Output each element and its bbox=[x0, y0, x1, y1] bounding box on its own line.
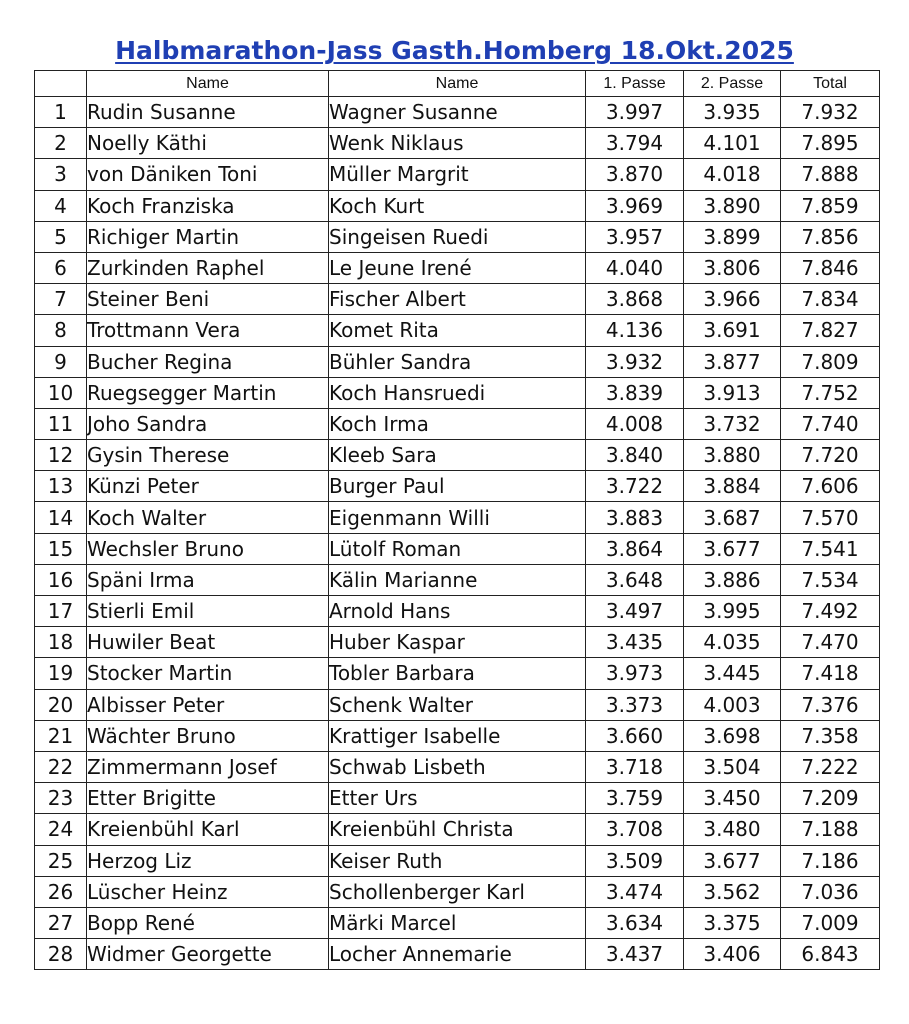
table-row bbox=[35, 408, 880, 439]
player-2-cell: Wenk Niklaus bbox=[329, 128, 586, 159]
table-row bbox=[35, 876, 880, 907]
table-row bbox=[35, 596, 880, 627]
player-2-cell: Singeisen Ruedi bbox=[329, 221, 586, 252]
table-row bbox=[35, 814, 880, 845]
player-2-cell: Schwab Lisbeth bbox=[329, 751, 586, 782]
rank-cell: 3 bbox=[35, 159, 87, 190]
passe-2-cell: 3.445 bbox=[684, 658, 781, 689]
passe-1-cell: 3.969 bbox=[586, 190, 684, 221]
total-cell: 7.358 bbox=[781, 720, 880, 751]
passe-2-cell: 4.035 bbox=[684, 627, 781, 658]
header-name-2: Name bbox=[329, 71, 586, 97]
total-cell: 7.720 bbox=[781, 440, 880, 471]
total-cell: 7.376 bbox=[781, 689, 880, 720]
player-1-cell: Zurkinden Raphel bbox=[87, 252, 329, 283]
passe-2-cell: 3.877 bbox=[684, 346, 781, 377]
header-name-1: Name bbox=[87, 71, 329, 97]
player-2-cell: Tobler Barbara bbox=[329, 658, 586, 689]
player-1-cell: Ruegsegger Martin bbox=[87, 377, 329, 408]
passe-2-cell: 3.450 bbox=[684, 783, 781, 814]
rank-cell: 22 bbox=[35, 751, 87, 782]
total-cell: 7.036 bbox=[781, 876, 880, 907]
table-row bbox=[35, 440, 880, 471]
passe-1-cell: 3.648 bbox=[586, 564, 684, 595]
table-row bbox=[35, 97, 880, 128]
passe-2-cell: 3.806 bbox=[684, 252, 781, 283]
table-row bbox=[35, 502, 880, 533]
player-2-cell: Wagner Susanne bbox=[329, 97, 586, 128]
passe-1-cell: 3.957 bbox=[586, 221, 684, 252]
table-row bbox=[35, 284, 880, 315]
table-row bbox=[35, 377, 880, 408]
header-total: Total bbox=[781, 71, 880, 97]
passe-1-cell: 3.864 bbox=[586, 533, 684, 564]
rank-cell: 26 bbox=[35, 876, 87, 907]
passe-2-cell: 3.913 bbox=[684, 377, 781, 408]
player-1-cell: Stierli Emil bbox=[87, 596, 329, 627]
table-row bbox=[35, 845, 880, 876]
passe-2-cell: 3.884 bbox=[684, 471, 781, 502]
passe-1-cell: 3.973 bbox=[586, 658, 684, 689]
player-2-cell: Etter Urs bbox=[329, 783, 586, 814]
passe-1-cell: 3.373 bbox=[586, 689, 684, 720]
total-cell: 7.809 bbox=[781, 346, 880, 377]
player-2-cell: Kleeb Sara bbox=[329, 440, 586, 471]
passe-1-cell: 3.634 bbox=[586, 907, 684, 938]
table-row bbox=[35, 159, 880, 190]
rank-cell: 27 bbox=[35, 907, 87, 938]
table-row bbox=[35, 627, 880, 658]
passe-2-cell: 3.687 bbox=[684, 502, 781, 533]
passe-1-cell: 3.722 bbox=[586, 471, 684, 502]
player-1-cell: Steiner Beni bbox=[87, 284, 329, 315]
passe-2-cell: 3.732 bbox=[684, 408, 781, 439]
table-row bbox=[35, 564, 880, 595]
passe-1-cell: 3.435 bbox=[586, 627, 684, 658]
player-1-cell: Koch Franziska bbox=[87, 190, 329, 221]
rank-cell: 19 bbox=[35, 658, 87, 689]
rank-cell: 13 bbox=[35, 471, 87, 502]
table-row bbox=[35, 315, 880, 346]
passe-1-cell: 3.474 bbox=[586, 876, 684, 907]
player-2-cell: Komet Rita bbox=[329, 315, 586, 346]
passe-1-cell: 3.708 bbox=[586, 814, 684, 845]
passe-2-cell: 4.101 bbox=[684, 128, 781, 159]
passe-2-cell: 3.691 bbox=[684, 315, 781, 346]
player-1-cell: Huwiler Beat bbox=[87, 627, 329, 658]
passe-1-cell: 3.794 bbox=[586, 128, 684, 159]
player-1-cell: Stocker Martin bbox=[87, 658, 329, 689]
passe-2-cell: 3.504 bbox=[684, 751, 781, 782]
passe-1-cell: 4.136 bbox=[586, 315, 684, 346]
player-1-cell: Trottmann Vera bbox=[87, 315, 329, 346]
player-1-cell: Noelly Käthi bbox=[87, 128, 329, 159]
passe-1-cell: 3.839 bbox=[586, 377, 684, 408]
passe-2-cell: 4.003 bbox=[684, 689, 781, 720]
player-1-cell: Herzog Liz bbox=[87, 845, 329, 876]
table-row bbox=[35, 221, 880, 252]
player-1-cell: von Däniken Toni bbox=[87, 159, 329, 190]
passe-1-cell: 4.040 bbox=[586, 252, 684, 283]
player-2-cell: Krattiger Isabelle bbox=[329, 720, 586, 751]
passe-2-cell: 3.480 bbox=[684, 814, 781, 845]
player-1-cell: Bopp René bbox=[87, 907, 329, 938]
rank-cell: 15 bbox=[35, 533, 87, 564]
total-cell: 7.827 bbox=[781, 315, 880, 346]
rank-cell: 25 bbox=[35, 845, 87, 876]
player-1-cell: Lüscher Heinz bbox=[87, 876, 329, 907]
table-row bbox=[35, 128, 880, 159]
table-row bbox=[35, 252, 880, 283]
passe-2-cell: 3.935 bbox=[684, 97, 781, 128]
table-row bbox=[35, 751, 880, 782]
total-cell: 7.859 bbox=[781, 190, 880, 221]
rank-cell: 12 bbox=[35, 440, 87, 471]
passe-1-cell: 3.509 bbox=[586, 845, 684, 876]
table-row bbox=[35, 907, 880, 938]
table-row bbox=[35, 658, 880, 689]
total-cell: 7.222 bbox=[781, 751, 880, 782]
player-1-cell: Künzi Peter bbox=[87, 471, 329, 502]
passe-1-cell: 3.759 bbox=[586, 783, 684, 814]
player-1-cell: Gysin Therese bbox=[87, 440, 329, 471]
player-2-cell: Keiser Ruth bbox=[329, 845, 586, 876]
passe-1-cell: 3.497 bbox=[586, 596, 684, 627]
passe-1-cell: 3.932 bbox=[586, 346, 684, 377]
passe-2-cell: 3.406 bbox=[684, 939, 781, 970]
table-row bbox=[35, 471, 880, 502]
total-cell: 7.932 bbox=[781, 97, 880, 128]
player-1-cell: Albisser Peter bbox=[87, 689, 329, 720]
table-body bbox=[35, 97, 880, 970]
passe-1-cell: 3.660 bbox=[586, 720, 684, 751]
player-2-cell: Märki Marcel bbox=[329, 907, 586, 938]
total-cell: 7.846 bbox=[781, 252, 880, 283]
player-1-cell: Kreienbühl Karl bbox=[87, 814, 329, 845]
player-1-cell: Joho Sandra bbox=[87, 408, 329, 439]
rank-cell: 14 bbox=[35, 502, 87, 533]
rank-cell: 7 bbox=[35, 284, 87, 315]
passe-2-cell: 3.562 bbox=[684, 876, 781, 907]
header-passe-1: 1. Passe bbox=[586, 71, 684, 97]
header-row bbox=[35, 71, 880, 97]
total-cell: 6.843 bbox=[781, 939, 880, 970]
passe-2-cell: 3.698 bbox=[684, 720, 781, 751]
player-2-cell: Eigenmann Willi bbox=[329, 502, 586, 533]
player-1-cell: Widmer Georgette bbox=[87, 939, 329, 970]
player-2-cell: Kreienbühl Christa bbox=[329, 814, 586, 845]
rank-cell: 11 bbox=[35, 408, 87, 439]
player-2-cell: Schollenberger Karl bbox=[329, 876, 586, 907]
passe-1-cell: 3.870 bbox=[586, 159, 684, 190]
player-2-cell: Burger Paul bbox=[329, 471, 586, 502]
passe-1-cell: 3.437 bbox=[586, 939, 684, 970]
total-cell: 7.492 bbox=[781, 596, 880, 627]
results-table bbox=[34, 70, 880, 970]
table-row bbox=[35, 346, 880, 377]
player-2-cell: Müller Margrit bbox=[329, 159, 586, 190]
player-1-cell: Etter Brigitte bbox=[87, 783, 329, 814]
total-cell: 7.888 bbox=[781, 159, 880, 190]
total-cell: 7.856 bbox=[781, 221, 880, 252]
rank-cell: 16 bbox=[35, 564, 87, 595]
total-cell: 7.534 bbox=[781, 564, 880, 595]
passe-2-cell: 4.018 bbox=[684, 159, 781, 190]
player-1-cell: Koch Walter bbox=[87, 502, 329, 533]
player-2-cell: Huber Kaspar bbox=[329, 627, 586, 658]
passe-1-cell: 3.883 bbox=[586, 502, 684, 533]
page-title: Halbmarathon-Jass Gasth.Homberg 18.Okt.2025 bbox=[115, 36, 794, 65]
passe-2-cell: 3.880 bbox=[684, 440, 781, 471]
player-2-cell: Koch Hansruedi bbox=[329, 377, 586, 408]
passe-2-cell: 3.899 bbox=[684, 221, 781, 252]
player-1-cell: Richiger Martin bbox=[87, 221, 329, 252]
total-cell: 7.606 bbox=[781, 471, 880, 502]
table-row bbox=[35, 533, 880, 564]
rank-cell: 23 bbox=[35, 783, 87, 814]
total-cell: 7.186 bbox=[781, 845, 880, 876]
rank-cell: 28 bbox=[35, 939, 87, 970]
total-cell: 7.470 bbox=[781, 627, 880, 658]
rank-cell: 8 bbox=[35, 315, 87, 346]
passe-1-cell: 3.840 bbox=[586, 440, 684, 471]
table-row bbox=[35, 689, 880, 720]
total-cell: 7.834 bbox=[781, 284, 880, 315]
table-row bbox=[35, 939, 880, 970]
player-1-cell: Zimmermann Josef bbox=[87, 751, 329, 782]
total-cell: 7.418 bbox=[781, 658, 880, 689]
rank-cell: 2 bbox=[35, 128, 87, 159]
passe-1-cell: 3.997 bbox=[586, 97, 684, 128]
passe-1-cell: 3.718 bbox=[586, 751, 684, 782]
player-2-cell: Bühler Sandra bbox=[329, 346, 586, 377]
total-cell: 7.541 bbox=[781, 533, 880, 564]
player-1-cell: Wächter Bruno bbox=[87, 720, 329, 751]
table-row bbox=[35, 720, 880, 751]
player-2-cell: Lütolf Roman bbox=[329, 533, 586, 564]
player-2-cell: Le Jeune Irené bbox=[329, 252, 586, 283]
total-cell: 7.009 bbox=[781, 907, 880, 938]
rank-cell: 18 bbox=[35, 627, 87, 658]
player-2-cell: Fischer Albert bbox=[329, 284, 586, 315]
rank-cell: 24 bbox=[35, 814, 87, 845]
header-rank bbox=[35, 71, 87, 97]
passe-2-cell: 3.966 bbox=[684, 284, 781, 315]
rank-cell: 4 bbox=[35, 190, 87, 221]
player-1-cell: Bucher Regina bbox=[87, 346, 329, 377]
rank-cell: 9 bbox=[35, 346, 87, 377]
passe-2-cell: 3.995 bbox=[684, 596, 781, 627]
player-2-cell: Schenk Walter bbox=[329, 689, 586, 720]
rank-cell: 6 bbox=[35, 252, 87, 283]
player-2-cell: Koch Irma bbox=[329, 408, 586, 439]
table-row bbox=[35, 190, 880, 221]
total-cell: 7.740 bbox=[781, 408, 880, 439]
passe-2-cell: 3.890 bbox=[684, 190, 781, 221]
passe-1-cell: 4.008 bbox=[586, 408, 684, 439]
player-1-cell: Späni Irma bbox=[87, 564, 329, 595]
header-passe-2: 2. Passe bbox=[684, 71, 781, 97]
player-1-cell: Wechsler Bruno bbox=[87, 533, 329, 564]
rank-cell: 10 bbox=[35, 377, 87, 408]
rank-cell: 20 bbox=[35, 689, 87, 720]
player-2-cell: Koch Kurt bbox=[329, 190, 586, 221]
player-2-cell: Arnold Hans bbox=[329, 596, 586, 627]
passe-2-cell: 3.886 bbox=[684, 564, 781, 595]
player-2-cell: Locher Annemarie bbox=[329, 939, 586, 970]
rank-cell: 17 bbox=[35, 596, 87, 627]
rank-cell: 1 bbox=[35, 97, 87, 128]
passe-2-cell: 3.677 bbox=[684, 533, 781, 564]
passe-1-cell: 3.868 bbox=[586, 284, 684, 315]
rank-cell: 5 bbox=[35, 221, 87, 252]
player-1-cell: Rudin Susanne bbox=[87, 97, 329, 128]
total-cell: 7.209 bbox=[781, 783, 880, 814]
total-cell: 7.752 bbox=[781, 377, 880, 408]
total-cell: 7.570 bbox=[781, 502, 880, 533]
total-cell: 7.895 bbox=[781, 128, 880, 159]
passe-2-cell: 3.375 bbox=[684, 907, 781, 938]
table-row bbox=[35, 783, 880, 814]
total-cell: 7.188 bbox=[781, 814, 880, 845]
player-2-cell: Kälin Marianne bbox=[329, 564, 586, 595]
passe-2-cell: 3.677 bbox=[684, 845, 781, 876]
rank-cell: 21 bbox=[35, 720, 87, 751]
